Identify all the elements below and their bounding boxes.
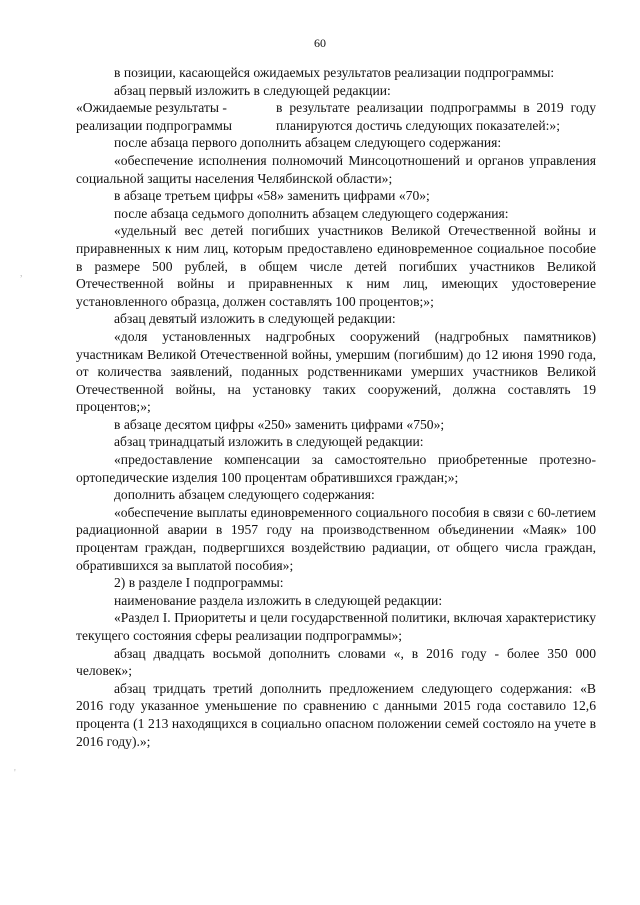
- scan-mark: ': [14, 768, 16, 779]
- paragraph: «доля установленных надгробных сооружений (надгробных памятников) участникам Великой Отечественной войны, умершим (погибшим) до 12 июня 1990 года, от количества заявлений, поданных родственниками умерших участников Великой Отечественной войны, на установку таких сооружений, должна составлять 19 процентов;»;: [76, 328, 596, 415]
- quote-table-right: в результате реализации подпрограммы в 2019 году планируются достичь следующих показателей:»;: [276, 100, 596, 133]
- paragraph: абзац первый изложить в следующей редакции:: [114, 82, 391, 98]
- paragraph: абзац тридцать третий дополнить предложением следующего содержания: «В 2016 году указанное уменьшение по сравнению с данными 2015 года составило 12,6 процента (1 213 находящихся в социально опасном положении семей состояло на учете в 2016 году).»;: [76, 680, 596, 749]
- paragraph: «обеспечение исполнения полномочий Минсоцотношений и органов управления социальной защиты населения Челябинской области»;: [76, 152, 596, 186]
- paragraph: в позиции, касающейся ожидаемых результатов реализации подпрограммы:: [114, 65, 555, 80]
- paragraph: наименование раздела изложить в следующей редакции:: [114, 592, 443, 608]
- paragraph: в абзаце десятом цифры «250» заменить цифрами «750»;: [114, 416, 445, 432]
- paragraph: абзац тринадцатый изложить в следующей редакции:: [114, 434, 424, 450]
- paragraph: дополнить абзацем следующего содержания:: [114, 487, 375, 503]
- paragraph: «Раздел I. Приоритеты и цели государственной политики, включая характеристику текущего состояния сферы реализации подпрограммы»;: [76, 610, 596, 643]
- paragraph: абзац девятый изложить в следующей редакции:: [114, 311, 396, 327]
- paragraph: 2) в разделе I подпрограммы:: [114, 575, 284, 591]
- paragraph: абзац двадцать восьмой дополнить словами «, в 2016 году - более 350 000 человек»;: [76, 645, 596, 679]
- paragraph: после абзаца седьмого дополнить абзацем следующего содержания:: [114, 205, 509, 221]
- paragraph: «обеспечение выплаты единовременного социального пособия в связи с 60-летием радиационной аварии в 1957 году на производственном объединении «Маяк» 100 процентам граждан, подвергшихся воздействию радиации, от общего числа граждан, обратившихся за выплатой пособия»;: [76, 504, 596, 573]
- quote-table: [76, 99, 596, 134]
- paragraph: «удельный вес детей погибших участников Великой Отечественной войны и приравненных к ним лиц, которым предоставлено единовременное социальное пособие в размере 500 рублей, в общем числе детей погибших участников Великой Отечественной войны и приравненных к ним лиц, имеющих удостоверение установленного образца, должен составлять 100 процентов;»;: [76, 223, 596, 309]
- paragraph: «предоставление компенсации за самостоятельно приобретенные протезно-ортопедические изделия 100 процентам обратившихся граждан;»;: [76, 452, 596, 485]
- paragraph: после абзаца первого дополнить абзацем следующего содержания:: [114, 135, 502, 151]
- document-body: [76, 64, 596, 750]
- quote-table-left: «Ожидаемые результаты - реализации подпрограммы: [76, 100, 233, 133]
- paragraph: в абзаце третьем цифры «58» заменить цифрами «70»;: [114, 188, 430, 204]
- page-number: 60: [314, 36, 326, 50]
- scan-mark: ,: [20, 268, 23, 279]
